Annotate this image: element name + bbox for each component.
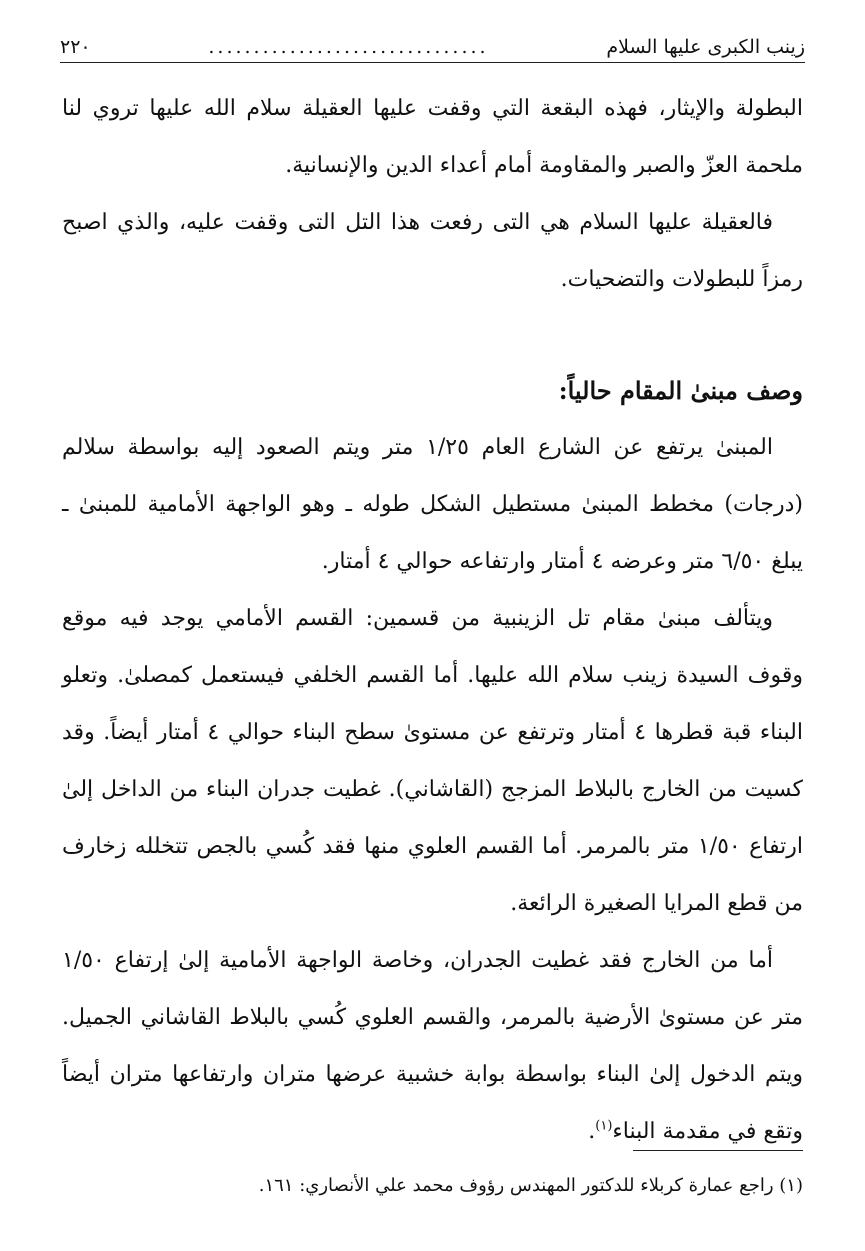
header-title: زينب الكبرى عليها السلام: [606, 36, 805, 58]
header-dots: ...............................: [208, 36, 489, 58]
paragraph-5-text: أما من الخارج فقد غطيت الجدران، وخاصة الواجهة الأمامية إلىٰ إرتفاع ١/٥٠ متر عن مستوىٰ الأرضية بالمرمر، والقسم العلوي كُسي بالبلاط القاشاني الجميل. ويتم الدخول إلىٰ البناء بواسطة بوابة خشبية عرضها متران وارتفاعها متران أيضاً وتقع في مقدمة البناء: [62, 948, 803, 1144]
section-heading: وصف مبنىٰ المقام حالياً:: [558, 376, 803, 405]
footnote-divider: [633, 1150, 803, 1151]
footnote: (١) راجع عمارة كربلاء للدكتور المهندس رؤوف محمد علي الأنصاري: ١٦١.: [258, 1175, 803, 1196]
paragraph-5-end: .: [588, 1119, 596, 1144]
paragraph-5: [62, 932, 803, 1160]
page-number: ٢٢٠: [60, 36, 91, 58]
paragraph-2: فالعقيلة عليها السلام هي التى رفعت هذا التل التى وقفت عليه، والذي اصبح رمزاً للبطولات والتضحيات.: [62, 210, 803, 292]
paragraph-1: البطولة والإيثار، فهذه البقعة التي وقفت عليها العقيلة سلام الله عليها تروي لنا ملحمة العزّ والصبر والمقاومة أمام أعداء الدين والإنسانية.: [62, 96, 803, 178]
footnote-reference[interactable]: (١): [595, 1118, 613, 1134]
paragraph-4: ويتألف مبنىٰ مقام تل الزينبية من قسمين: القسم الأمامي يوجد فيه موقع وقوف السيدة زينب سلام الله عليها. أما القسم الخلفي فيستعمل كمصلىٰ. وتعلو البناء قبة قطرها ٤ أمتار وترتفع عن مستوىٰ سطح البناء حوالي ٤ أمتار أيضاً. وقد كسيت من الخارج بالبلاط المزجج (القاشاني). غطيت جدران البناء من الداخل إلىٰ ارتفاع ١/٥٠ متر بالمرمر. أما القسم العلوي منها فقد كُسي بالجص تتخلله زخارف من قطع المرايا الصغيرة الرائعة.: [62, 606, 804, 916]
running-header: [60, 26, 805, 63]
paragraph-3: المبنىٰ يرتفع عن الشارع العام ١/٢٥ متر ويتم الصعود إليه بواسطة سلالم (درجات) مخطط المبنىٰ مستطيل الشكل طوله ـ وهو الواجهة الأمامية للمبنىٰ ـ يبلغ ٦/٥٠ متر وعرضه ٤ أمتار وارتفاعه حوالي ٤ أمتار.: [62, 435, 803, 574]
body-text: [62, 80, 803, 1160]
